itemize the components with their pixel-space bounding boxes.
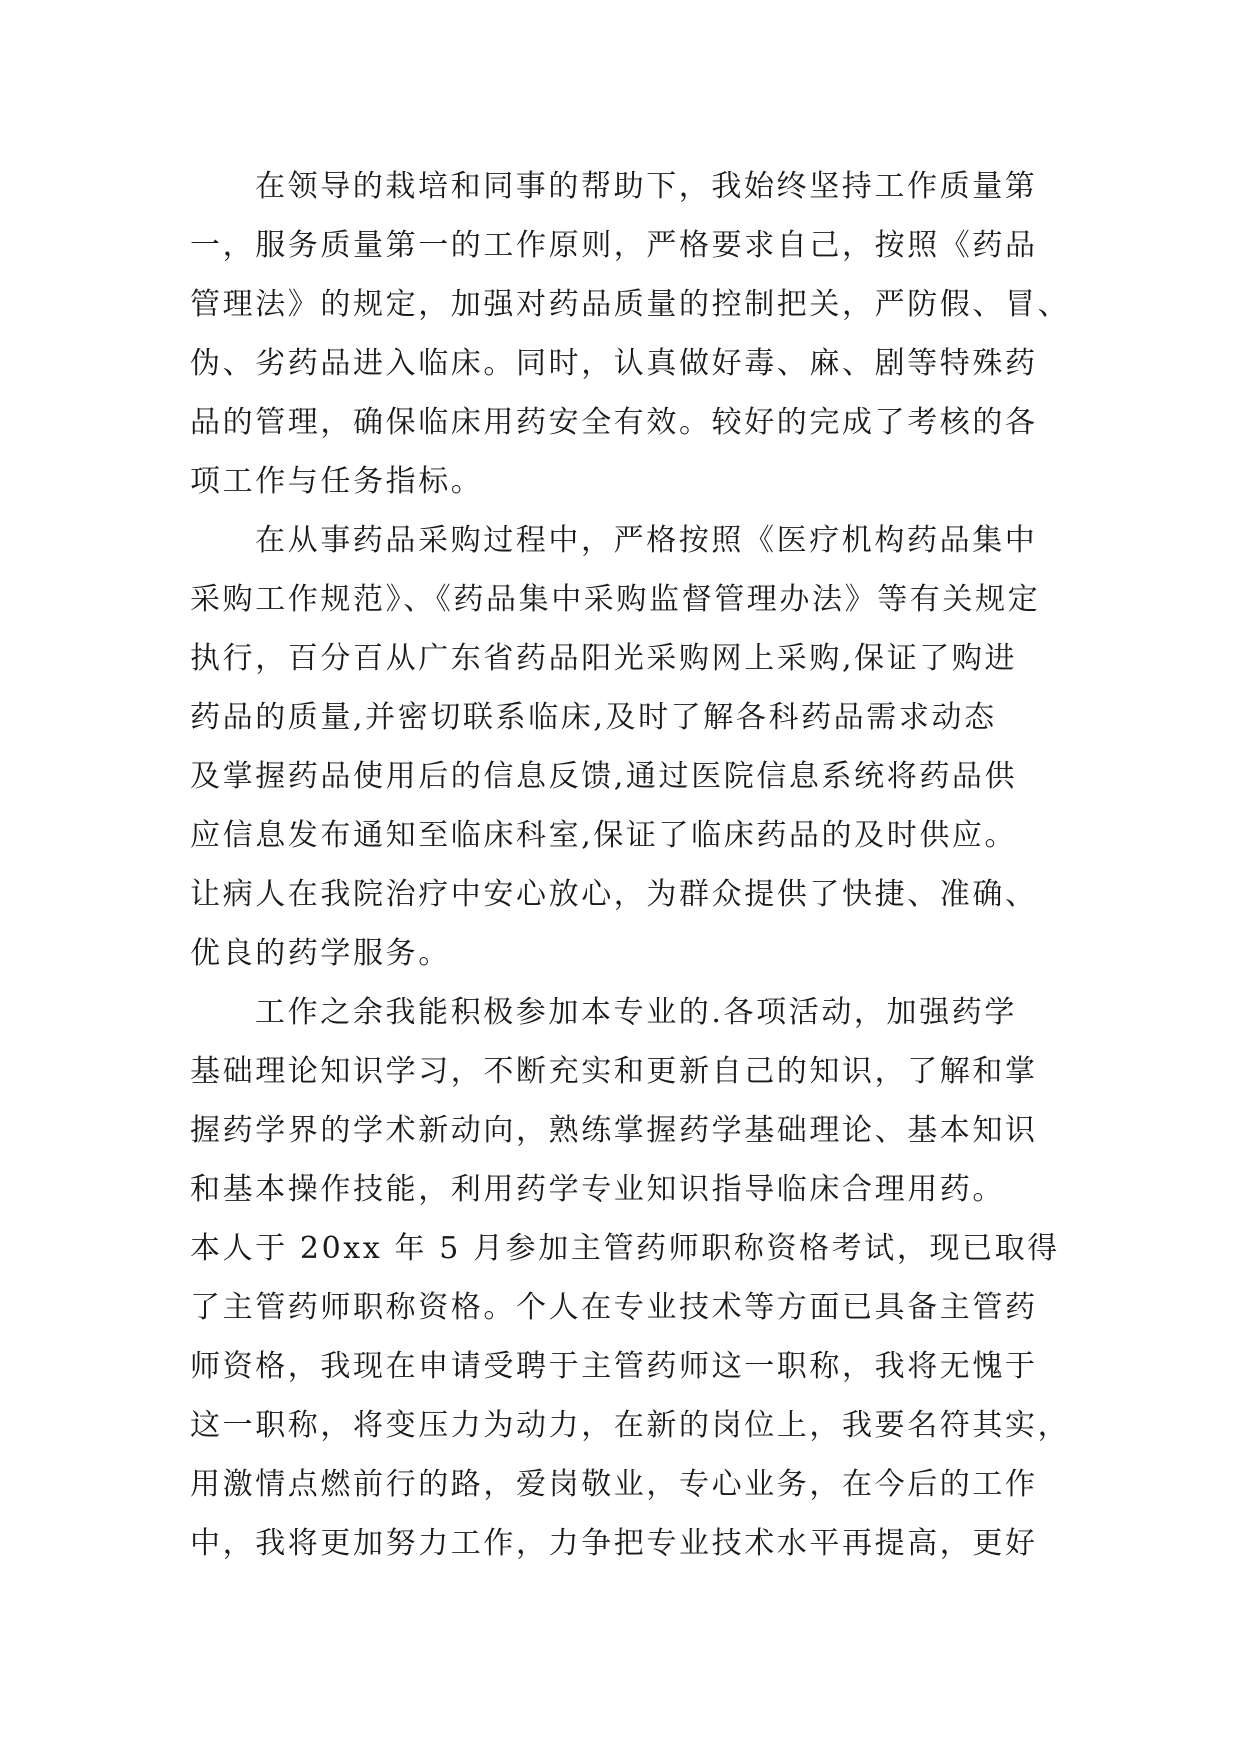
paragraph-2-line-3: 执行，百分百从广东省药品阳光采购网上采购,保证了购进	[190, 641, 1018, 676]
paragraph-3-line-5: 本人于 20xx 年 5 月参加主管药师职称资格考试，现已取得	[190, 1231, 1060, 1266]
paragraph-2-line-8: 优良的药学服务。	[190, 936, 451, 971]
paragraph-1-line-1: 在领导的栽培和同事的帮助下，我始终坚持工作质量第	[255, 169, 1038, 204]
paragraph-3-line-3: 握药学界的学术新动向，熟练掌握药学基础理论、基本知识	[190, 1113, 1038, 1148]
paragraph-3-line-2: 基础理论知识学习，不断充实和更新自己的知识，了解和掌	[190, 1054, 1038, 1089]
paragraph-1-line-2: 一，服务质量第一的工作原则，严格要求自己，按照《药品	[190, 228, 1038, 263]
paragraph-3-line-4: 和基本操作技能，利用药学专业知识指导临床合理用药。	[190, 1172, 1005, 1207]
paragraph-3-line-8: 这一职称，将变压力为动力，在新的岗位上，我要名符其实，	[190, 1408, 1071, 1443]
paragraph-1-line-4: 伪、劣药品进入临床。同时，认真做好毒、麻、剧等特殊药	[190, 346, 1038, 381]
paragraph-2-line-5: 及掌握药品使用后的信息反馈,通过医院信息系统将药品供	[190, 759, 1018, 794]
paragraph-3-line-6: 了主管药师职称资格。个人在专业技术等方面已具备主管药	[190, 1290, 1038, 1325]
paragraph-2-line-6: 应信息发布通知至临床科室,保证了临床药品的及时供应。	[190, 818, 1018, 853]
paragraph-3-line-9: 用激情点燃前行的路，爱岗敬业，专心业务，在今后的工作	[190, 1467, 1038, 1502]
paragraph-2-line-2: 采购工作规范》、《药品集中采购监督管理办法》等有关规定	[190, 582, 1041, 617]
paragraph-2-line-7: 让病人在我院治疗中安心放心，为群众提供了快捷、准确、	[190, 877, 1038, 912]
document-body	[190, 157, 1071, 1573]
paragraph-1-line-6: 项工作与任务指标。	[190, 464, 484, 499]
paragraph-1-line-3: 管理法》的规定，加强对药品质量的控制把关，严防假、冒、	[190, 287, 1071, 322]
paragraph-3-line-7: 师资格，我现在申请受聘于主管药师这一职称，我将无愧于	[190, 1349, 1038, 1384]
paragraph-3-line-1: 工作之余我能积极参加本专业的.各项活动，加强药学	[255, 995, 1017, 1030]
paragraph-2-line-4: 药品的质量,并密切联系临床,及时了解各科药品需求动态	[190, 700, 997, 735]
paragraph-3-line-10: 中，我将更加努力工作，力争把专业技术水平再提高，更好	[190, 1526, 1038, 1561]
paragraph-1-line-5: 品的管理，确保临床用药安全有效。较好的完成了考核的各	[190, 405, 1038, 440]
paragraph-2-line-1: 在从事药品采购过程中，严格按照《医疗机构药品集中	[255, 523, 1038, 558]
